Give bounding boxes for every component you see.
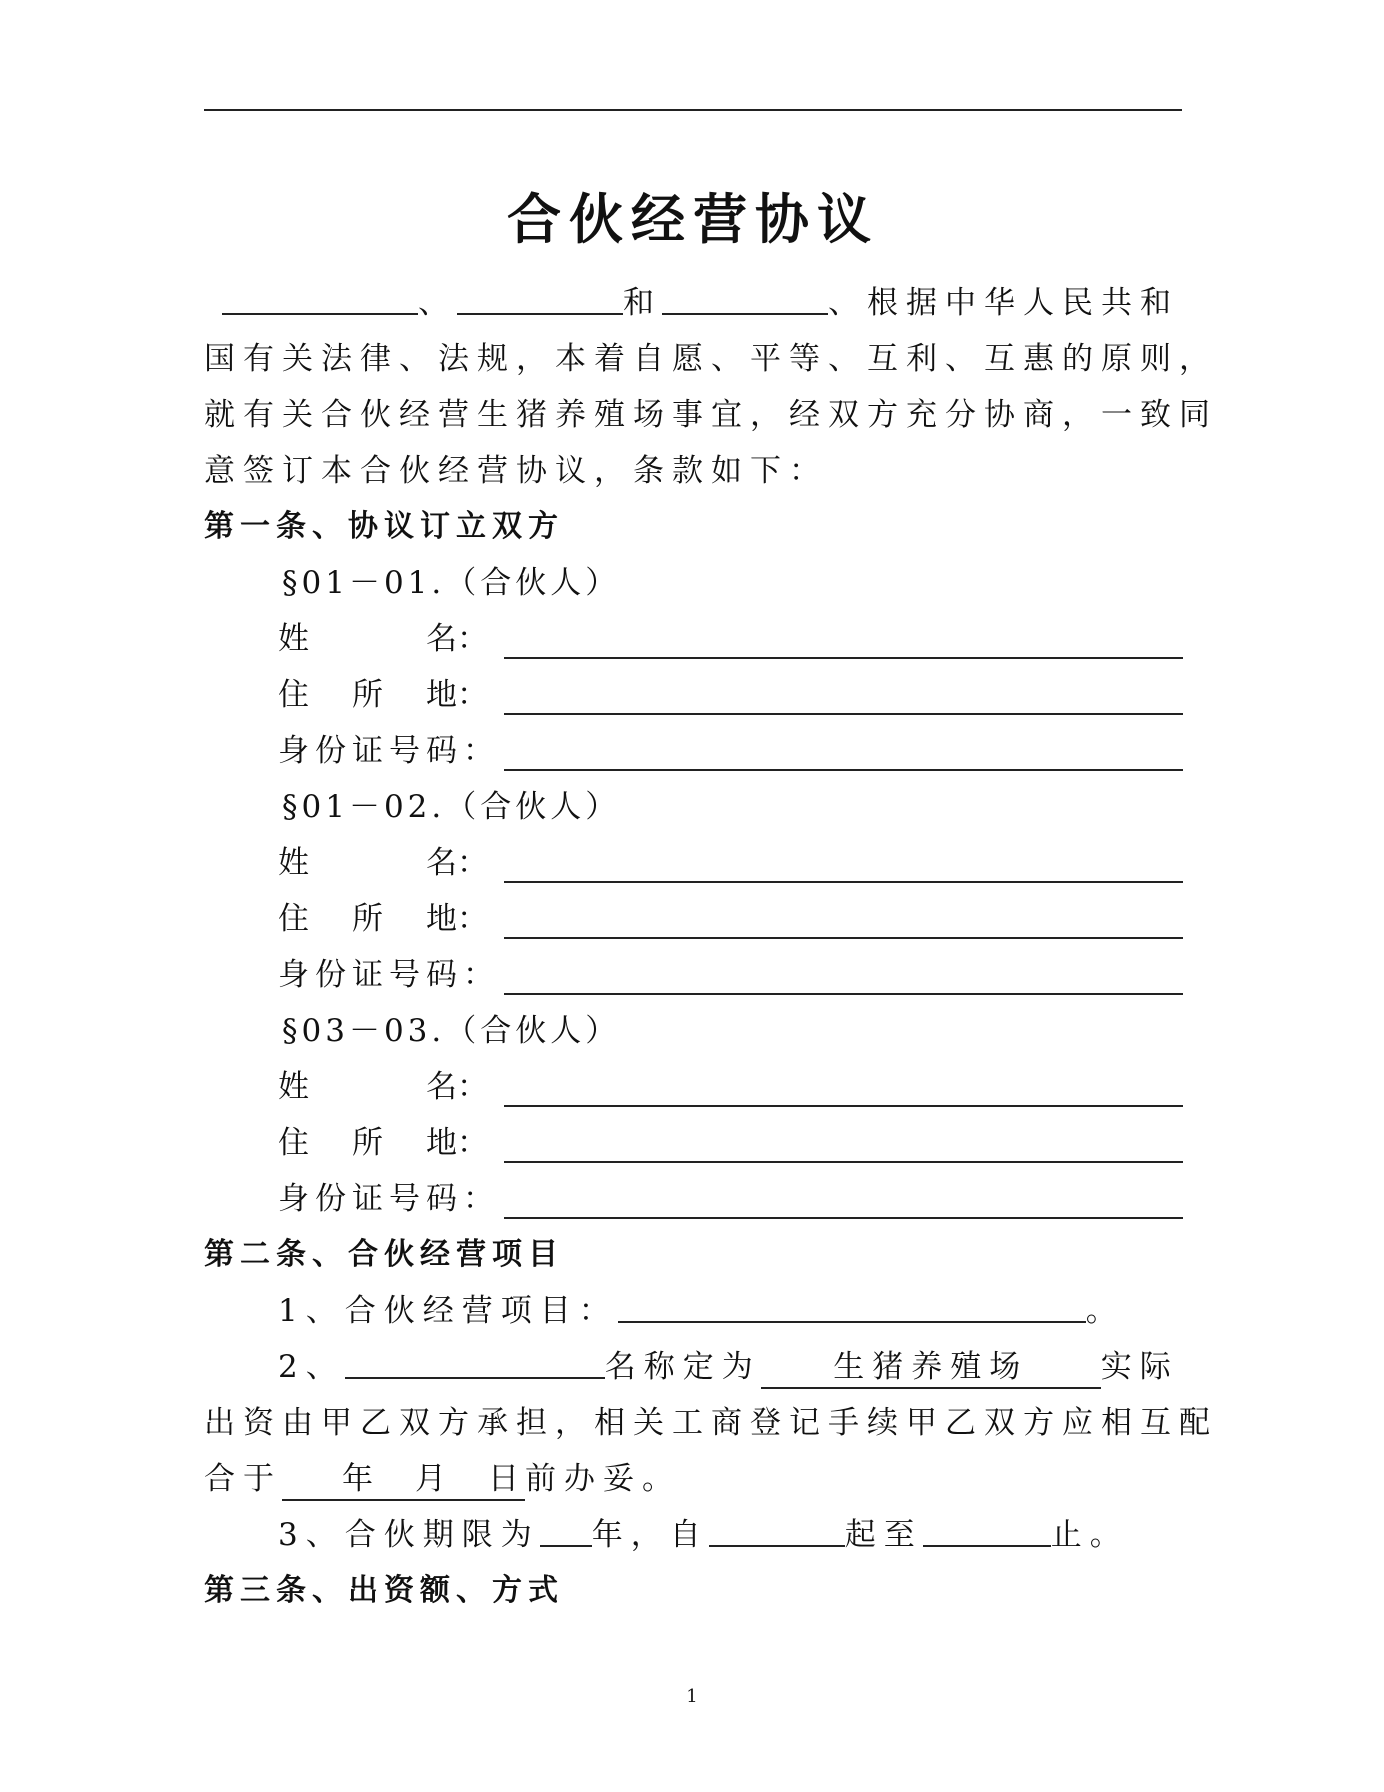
end-date-blank[interactable] (923, 1511, 1051, 1547)
deadline-date[interactable]: 年 月 日 (282, 1459, 525, 1501)
party-c-blank[interactable] (662, 279, 828, 315)
article-2-item-2-line-2: 出资由甲乙双方承担，相关工商登记手续甲乙双方应相互配 (204, 1405, 1218, 1441)
partner-2-address-field: 住 所 地： (278, 891, 1183, 947)
intro-line-4: 意签订本合伙经营协议，条款如下： (204, 453, 828, 489)
article-3-heading: 第三条、出资额、方式 (204, 1573, 564, 1608)
party-a-blank[interactable] (222, 279, 418, 315)
business-project-blank[interactable] (618, 1287, 1086, 1323)
partner-3-address-field: 住 所 地： (278, 1115, 1183, 1171)
article-2-heading: 第二条、合伙经营项目 (204, 1237, 564, 1272)
partner-3-address-blank[interactable] (504, 1161, 1183, 1163)
article-2-item-1: 1、合伙经营项目： 。 (278, 1283, 1125, 1339)
partner-1-address-field: 住 所 地： (278, 667, 1183, 723)
partner-2-id-blank[interactable] (504, 993, 1183, 995)
partner-2-id-field: 身份证号码： (278, 947, 1183, 1003)
partner-1-name-field: 姓 名： (278, 611, 1183, 667)
page-number: 1 (686, 1686, 698, 1707)
partner-2-address-blank[interactable] (504, 937, 1183, 939)
partner-3-id-blank[interactable] (504, 1217, 1183, 1219)
partner-1-name-blank[interactable] (504, 657, 1183, 659)
term-years-blank[interactable] (540, 1511, 592, 1547)
partner-1-id-field: 身份证号码： (278, 723, 1183, 779)
article-2-item-2: 2、 名称定为 生猪养殖场 实际 (278, 1339, 1179, 1395)
intro-line-3: 就有关合伙经营生猪养殖场事宜，经双方充分协商，一致同 (204, 397, 1218, 433)
intro-separator: 、 (418, 285, 457, 321)
intro-line-2: 国有关法律、法规，本着自愿、平等、互利、互惠的原则， (204, 341, 1218, 377)
intro-and: 和 (623, 285, 662, 321)
partner-2-name-blank[interactable] (504, 881, 1183, 883)
partner-3-section: §03－03.（合伙人） (282, 1013, 621, 1049)
article-2-item-3: 3、合伙期限为 年，自 起至 止。 (278, 1507, 1129, 1563)
article-1-heading: 第一条、协议订立双方 (204, 509, 564, 544)
partner-3-id-field: 身份证号码： (278, 1171, 1183, 1227)
start-date-blank[interactable] (709, 1511, 845, 1547)
company-name-blank[interactable] (345, 1343, 605, 1379)
partner-3-name-blank[interactable] (504, 1105, 1183, 1107)
partner-1-address-blank[interactable] (504, 713, 1183, 715)
document-title: 合伙经营协议 (507, 188, 879, 251)
partner-2-section: §01－02.（合伙人） (282, 789, 621, 825)
header-rule (204, 109, 1182, 111)
article-2-item-2-line-3: 合于 年 月 日 前办妥。 (204, 1451, 681, 1507)
intro-line-1 (204, 275, 1179, 331)
partner-3-name-field: 姓 名： (278, 1059, 1183, 1115)
partner-2-name-field: 姓 名： (278, 835, 1183, 891)
farm-name-value: 生猪养殖场 (761, 1347, 1101, 1389)
partner-1-section: §01－01.（合伙人） (282, 565, 621, 601)
partner-1-id-blank[interactable] (504, 769, 1183, 771)
party-b-blank[interactable] (457, 279, 623, 315)
intro-line-1-text: 、根据中华人民共和 (828, 285, 1179, 321)
